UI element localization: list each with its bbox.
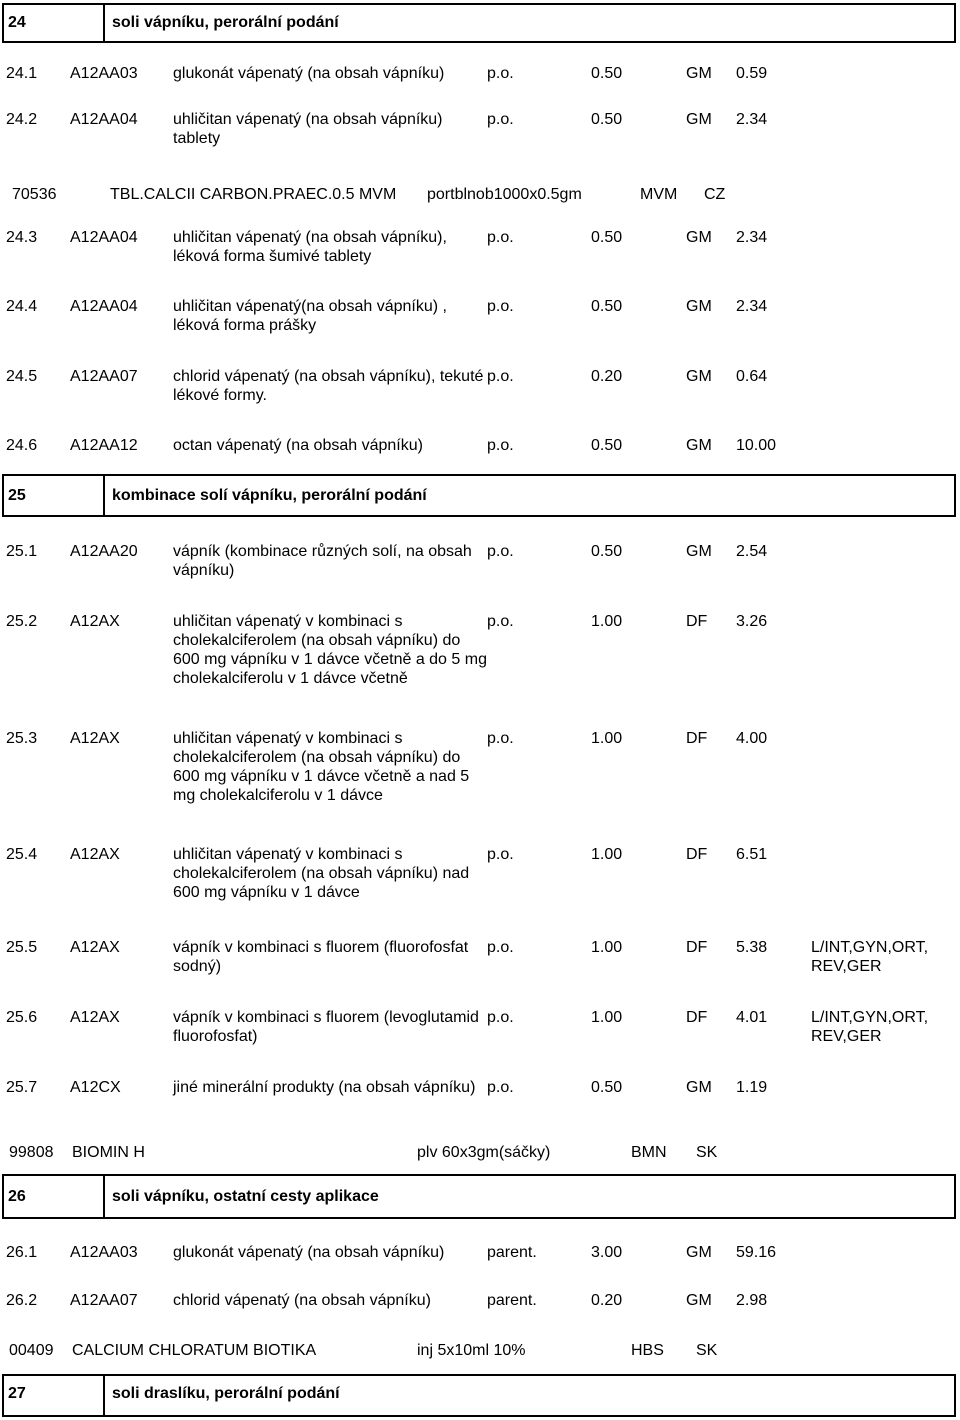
section-number: 25 — [8, 487, 26, 504]
dose: 3.00 — [591, 1244, 623, 1261]
unit: DF — [686, 1009, 708, 1026]
product-pack: portblnob1000x0.5gm — [427, 186, 582, 203]
atc-code: A12AX — [70, 730, 120, 747]
substance-name: glukonát vápenatý (na obsah vápníku) — [173, 65, 445, 82]
row-id: 26.1 — [6, 1244, 38, 1261]
substance-name: jiné minerální produkty (na obsah vápníku) — [173, 1079, 476, 1096]
price: 59.16 — [736, 1244, 777, 1261]
section-header — [2, 474, 956, 517]
atc-code: A12AA07 — [70, 368, 138, 385]
dose: 0.50 — [591, 65, 623, 82]
atc-code: A12AX — [70, 1009, 120, 1026]
atc-code: A12AA03 — [70, 65, 138, 82]
unit: DF — [686, 730, 708, 747]
atc-code: A12AA04 — [70, 229, 138, 246]
row-id: 25.4 — [6, 846, 38, 863]
product-holder: MVM — [640, 186, 678, 203]
atc-code: A12AX — [70, 939, 120, 956]
product-code: 99808 — [9, 1144, 54, 1161]
product-pack: inj 5x10ml 10% — [417, 1342, 526, 1359]
section-header — [2, 1174, 956, 1219]
atc-code: A12AA07 — [70, 1292, 138, 1309]
dose: 1.00 — [591, 1009, 623, 1026]
route: parent. — [487, 1292, 537, 1309]
route: p.o. — [487, 613, 514, 630]
substance-name: vápník v kombinaci s fluorem (levoglutamid fluorofosfat) — [173, 1009, 479, 1045]
substance-name: uhličitan vápenatý (na obsah vápníku), léková forma šumivé tablety — [173, 229, 447, 265]
price: 2.34 — [736, 111, 768, 128]
row-id: 25.7 — [6, 1079, 38, 1096]
price: 2.34 — [736, 298, 768, 315]
section-number: 26 — [8, 1188, 26, 1205]
unit: GM — [686, 1079, 712, 1096]
unit: GM — [686, 1292, 712, 1309]
row-id: 24.5 — [6, 368, 38, 385]
unit: GM — [686, 111, 712, 128]
price: 4.00 — [736, 730, 768, 747]
row-id: 24.6 — [6, 437, 38, 454]
row-id: 25.3 — [6, 730, 38, 747]
atc-code: A12AA03 — [70, 1244, 138, 1261]
dose: 0.20 — [591, 1292, 623, 1309]
dose: 0.50 — [591, 1079, 623, 1096]
dose: 1.00 — [591, 613, 623, 630]
row-id: 24.2 — [6, 111, 38, 128]
price: 2.54 — [736, 543, 768, 560]
row-id: 25.2 — [6, 613, 38, 630]
price: 6.51 — [736, 846, 768, 863]
atc-code: A12AX — [70, 613, 120, 630]
dose: 0.50 — [591, 437, 623, 454]
price: 3.26 — [736, 613, 768, 630]
dose: 1.00 — [591, 846, 623, 863]
atc-code: A12AA12 — [70, 437, 138, 454]
substance-name: uhličitan vápenatý (na obsah vápníku) tablety — [173, 111, 443, 147]
unit: GM — [686, 543, 712, 560]
restriction-note: L/INT,GYN,ORT, REV,GER — [811, 939, 929, 975]
dose: 0.20 — [591, 368, 623, 385]
substance-name: vápník (kombinace různých solí, na obsah vápníku) — [173, 543, 472, 579]
row-id: 24.1 — [6, 65, 38, 82]
substance-name: glukonát vápenatý (na obsah vápníku) — [173, 1244, 445, 1261]
row-id: 26.2 — [6, 1292, 38, 1309]
route: p.o. — [487, 846, 514, 863]
unit: DF — [686, 613, 708, 630]
atc-code: A12CX — [70, 1079, 121, 1096]
section-number: 24 — [8, 14, 26, 31]
route: p.o. — [487, 229, 514, 246]
substance-name: octan vápenatý (na obsah vápníku) — [173, 437, 423, 454]
section-header — [2, 3, 956, 43]
unit: GM — [686, 437, 712, 454]
product-country: SK — [696, 1144, 718, 1161]
unit: GM — [686, 65, 712, 82]
restriction-note: L/INT,GYN,ORT, REV,GER — [811, 1009, 929, 1045]
row-id: 25.5 — [6, 939, 38, 956]
price: 0.64 — [736, 368, 768, 385]
route: p.o. — [487, 298, 514, 315]
product-country: CZ — [704, 186, 726, 203]
route: parent. — [487, 1244, 537, 1261]
atc-code: A12AA04 — [70, 298, 138, 315]
section-header — [2, 1374, 956, 1417]
price: 2.98 — [736, 1292, 768, 1309]
row-id: 24.4 — [6, 298, 38, 315]
section-number-cell — [4, 476, 105, 515]
price: 1.19 — [736, 1079, 768, 1096]
route: p.o. — [487, 111, 514, 128]
route: p.o. — [487, 368, 514, 385]
product-holder: BMN — [631, 1144, 667, 1161]
section-number-cell — [4, 5, 105, 41]
atc-code: A12AA04 — [70, 111, 138, 128]
substance-name: vápník v kombinaci s fluorem (fluorofosfat sodný) — [173, 939, 469, 975]
substance-name: uhličitan vápenatý v kombinaci s cholekalciferolem (na obsah vápníku) do 600 mg vápníku v 1 dávce včetně a nad 5 mg cholekalciferolu v 1 dávce — [173, 730, 470, 804]
dose: 1.00 — [591, 730, 623, 747]
dose: 0.50 — [591, 298, 623, 315]
route: p.o. — [487, 437, 514, 454]
section-number: 27 — [8, 1385, 26, 1402]
substance-name: uhličitan vápenatý v kombinaci s cholekalciferolem (na obsah vápníku) nad 600 mg vápníku v 1 dávce — [173, 846, 470, 901]
price: 0.59 — [736, 65, 768, 82]
unit: DF — [686, 846, 708, 863]
row-id: 25.1 — [6, 543, 38, 560]
section-number-cell — [4, 1176, 105, 1217]
product-name: TBL.CALCII CARBON.PRAEC.0.5 MVM — [110, 186, 397, 203]
row-id: 25.6 — [6, 1009, 38, 1026]
unit: DF — [686, 939, 708, 956]
dose: 0.50 — [591, 229, 623, 246]
substance-name: chlorid vápenatý (na obsah vápníku) — [173, 1292, 431, 1309]
section-title: soli vápníku, perorální podání — [112, 14, 339, 31]
route: p.o. — [487, 730, 514, 747]
route: p.o. — [487, 543, 514, 560]
route: p.o. — [487, 65, 514, 82]
section-title: soli draslíku, perorální podání — [112, 1385, 340, 1402]
unit: GM — [686, 1244, 712, 1261]
dose: 0.50 — [591, 111, 623, 128]
price: 4.01 — [736, 1009, 768, 1026]
substance-name: chlorid vápenatý (na obsah vápníku), tekuté lékové formy. — [173, 368, 484, 404]
price: 2.34 — [736, 229, 768, 246]
product-country: SK — [696, 1342, 718, 1359]
product-holder: HBS — [631, 1342, 664, 1359]
route: p.o. — [487, 939, 514, 956]
price: 5.38 — [736, 939, 768, 956]
product-code: 70536 — [12, 186, 57, 203]
product-pack: plv 60x3gm(sáčky) — [417, 1144, 551, 1161]
substance-name: uhličitan vápenatý(na obsah vápníku) , léková forma prášky — [173, 298, 447, 334]
atc-code: A12AX — [70, 846, 120, 863]
section-title: soli vápníku, ostatní cesty aplikace — [112, 1188, 379, 1205]
product-code: 00409 — [9, 1342, 54, 1359]
unit: GM — [686, 368, 712, 385]
price: 10.00 — [736, 437, 777, 454]
product-name: CALCIUM CHLORATUM BIOTIKA — [72, 1342, 317, 1359]
product-name: BIOMIN H — [72, 1144, 145, 1161]
dose: 0.50 — [591, 543, 623, 560]
atc-code: A12AA20 — [70, 543, 138, 560]
unit: GM — [686, 229, 712, 246]
route: p.o. — [487, 1079, 514, 1096]
row-id: 24.3 — [6, 229, 38, 246]
unit: GM — [686, 298, 712, 315]
section-title: kombinace solí vápníku, perorální podání — [112, 487, 427, 504]
dose: 1.00 — [591, 939, 623, 956]
route: p.o. — [487, 1009, 514, 1026]
substance-name: uhličitan vápenatý v kombinaci s cholekalciferolem (na obsah vápníku) do 600 mg vápníku v 1 dávce včetně a do 5 mg cholekalciferolu v 1 dávce včetně — [173, 613, 487, 687]
section-number-cell — [4, 1376, 105, 1415]
